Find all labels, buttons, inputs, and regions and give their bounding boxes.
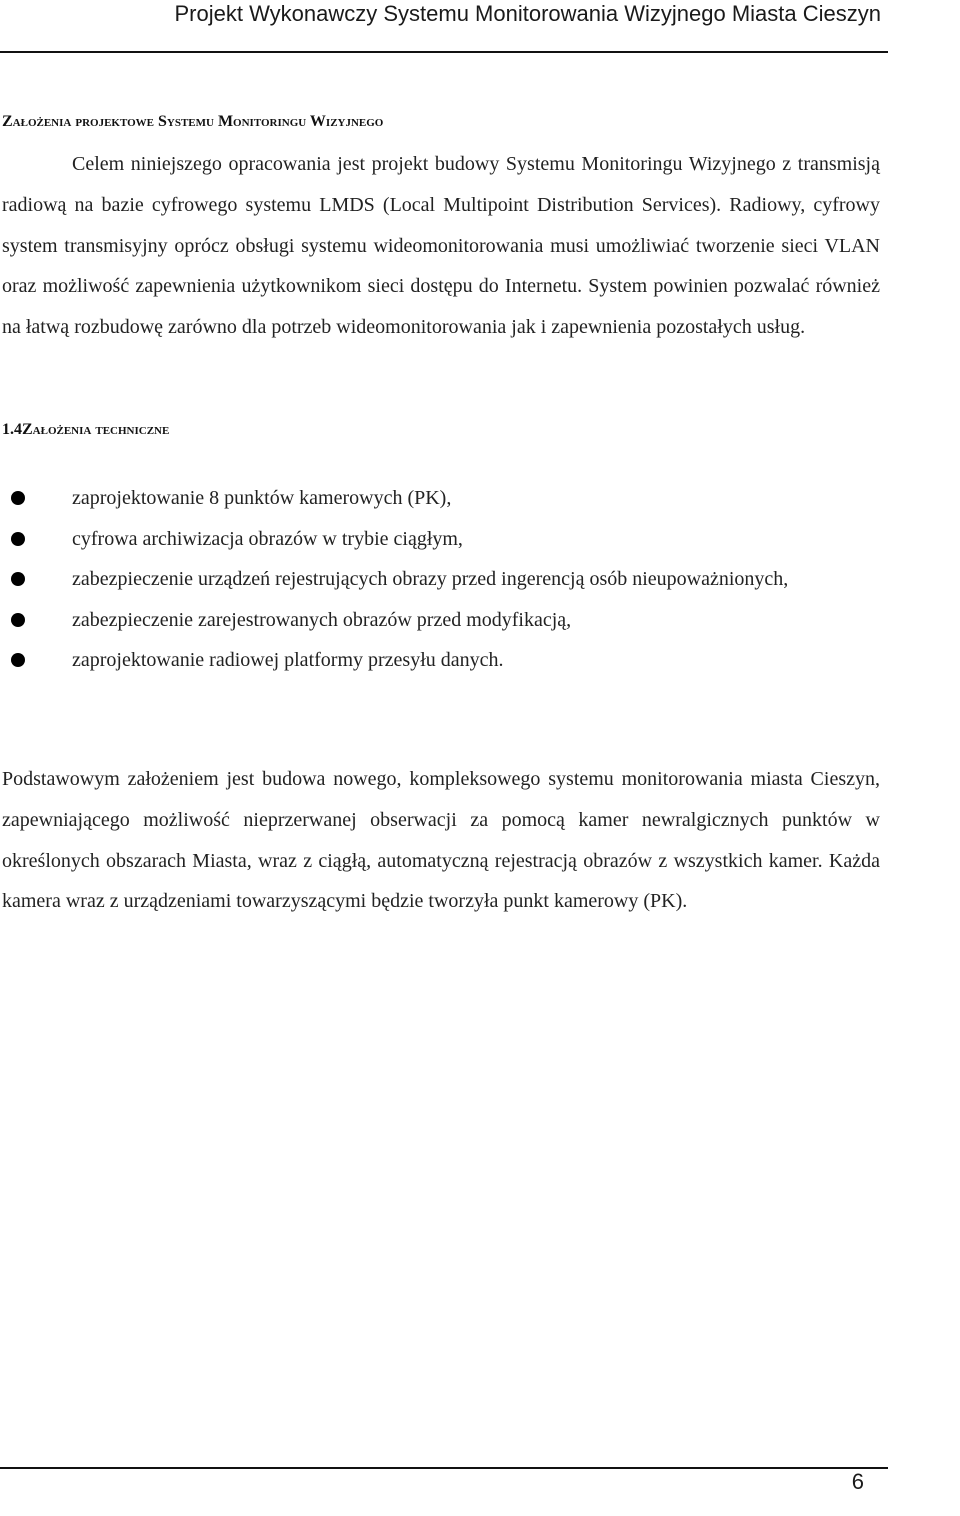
section-heading: Założenia projektowe Systemu Monitoringu Wizyjnego xyxy=(2,113,384,130)
bullet-icon xyxy=(11,613,25,627)
bullet-icon xyxy=(11,572,25,586)
footer-divider xyxy=(0,1467,888,1469)
page-header-title: Projekt Wykonawczy Systemu Monitorowania Wizyjnego Miasta Cieszyn xyxy=(174,1,881,26)
page-number: 6 xyxy=(851,1469,864,1494)
intro-paragraph: Celem niniejszego opracowania jest projekt budowy Systemu Monitoringu Wizyjnego z transmisją radiową na bazie cyfrowego systemu LMDS (Local Multipoint Distribution Services). Radiowy, cyfrowy system transmisyjny oprócz obsługi systemu wideomonitorowania musi umożliwiać tworzenie sieci VLAN oraz możliwość zapewnienia użytkownikom sieci dostępu do Internetu. System powinien pozwalać również na łatwą rozbudowę zarówno dla potrzeb wideomonitorowania jak i zapewnienia pozostałych usług. xyxy=(2,153,880,339)
bullet-icon xyxy=(11,491,25,505)
technical-requirements-list xyxy=(0,478,880,681)
list-item xyxy=(0,600,880,641)
header-divider xyxy=(0,51,888,53)
bullet-icon xyxy=(11,653,25,667)
list-item-text: zabezpieczenie urządzeń rejestrujących obrazy przed ingerencją osób nieupoważnionych, xyxy=(72,568,789,590)
list-item-text: zaprojektowanie 8 punktów kamerowych (PK), xyxy=(72,487,452,509)
list-item-text: zaprojektowanie radiowej platformy przesyłu danych. xyxy=(72,649,504,671)
list-item xyxy=(0,640,880,681)
list-item xyxy=(0,519,880,560)
list-item-text: cyfrowa archiwizacja obrazów w trybie ciągłym, xyxy=(72,527,463,550)
bullet-icon xyxy=(11,532,25,546)
closing-paragraph: Podstawowym założeniem jest budowa nowego, kompleksowego systemu monitorowania miasta Cieszyn, zapewniającego możliwość nieprzerwanej obserwacji za pomocą kamer newralgicznych punktów w określonych obszarach Miasta, wraz z ciągłą, automatyczną rejestracją obrazów z wszystkich kamer. Każda kamera wraz z urządzeniami towarzyszącymi będzie tworzyła punkt kamerowy (PK). xyxy=(2,768,880,913)
list-item xyxy=(0,559,880,600)
technical-heading: 1.4Założenia techniczne xyxy=(2,421,170,438)
list-item xyxy=(0,478,880,519)
list-item-text: zabezpieczenie zarejestrowanych obrazów przed modyfikacją, xyxy=(72,608,572,631)
